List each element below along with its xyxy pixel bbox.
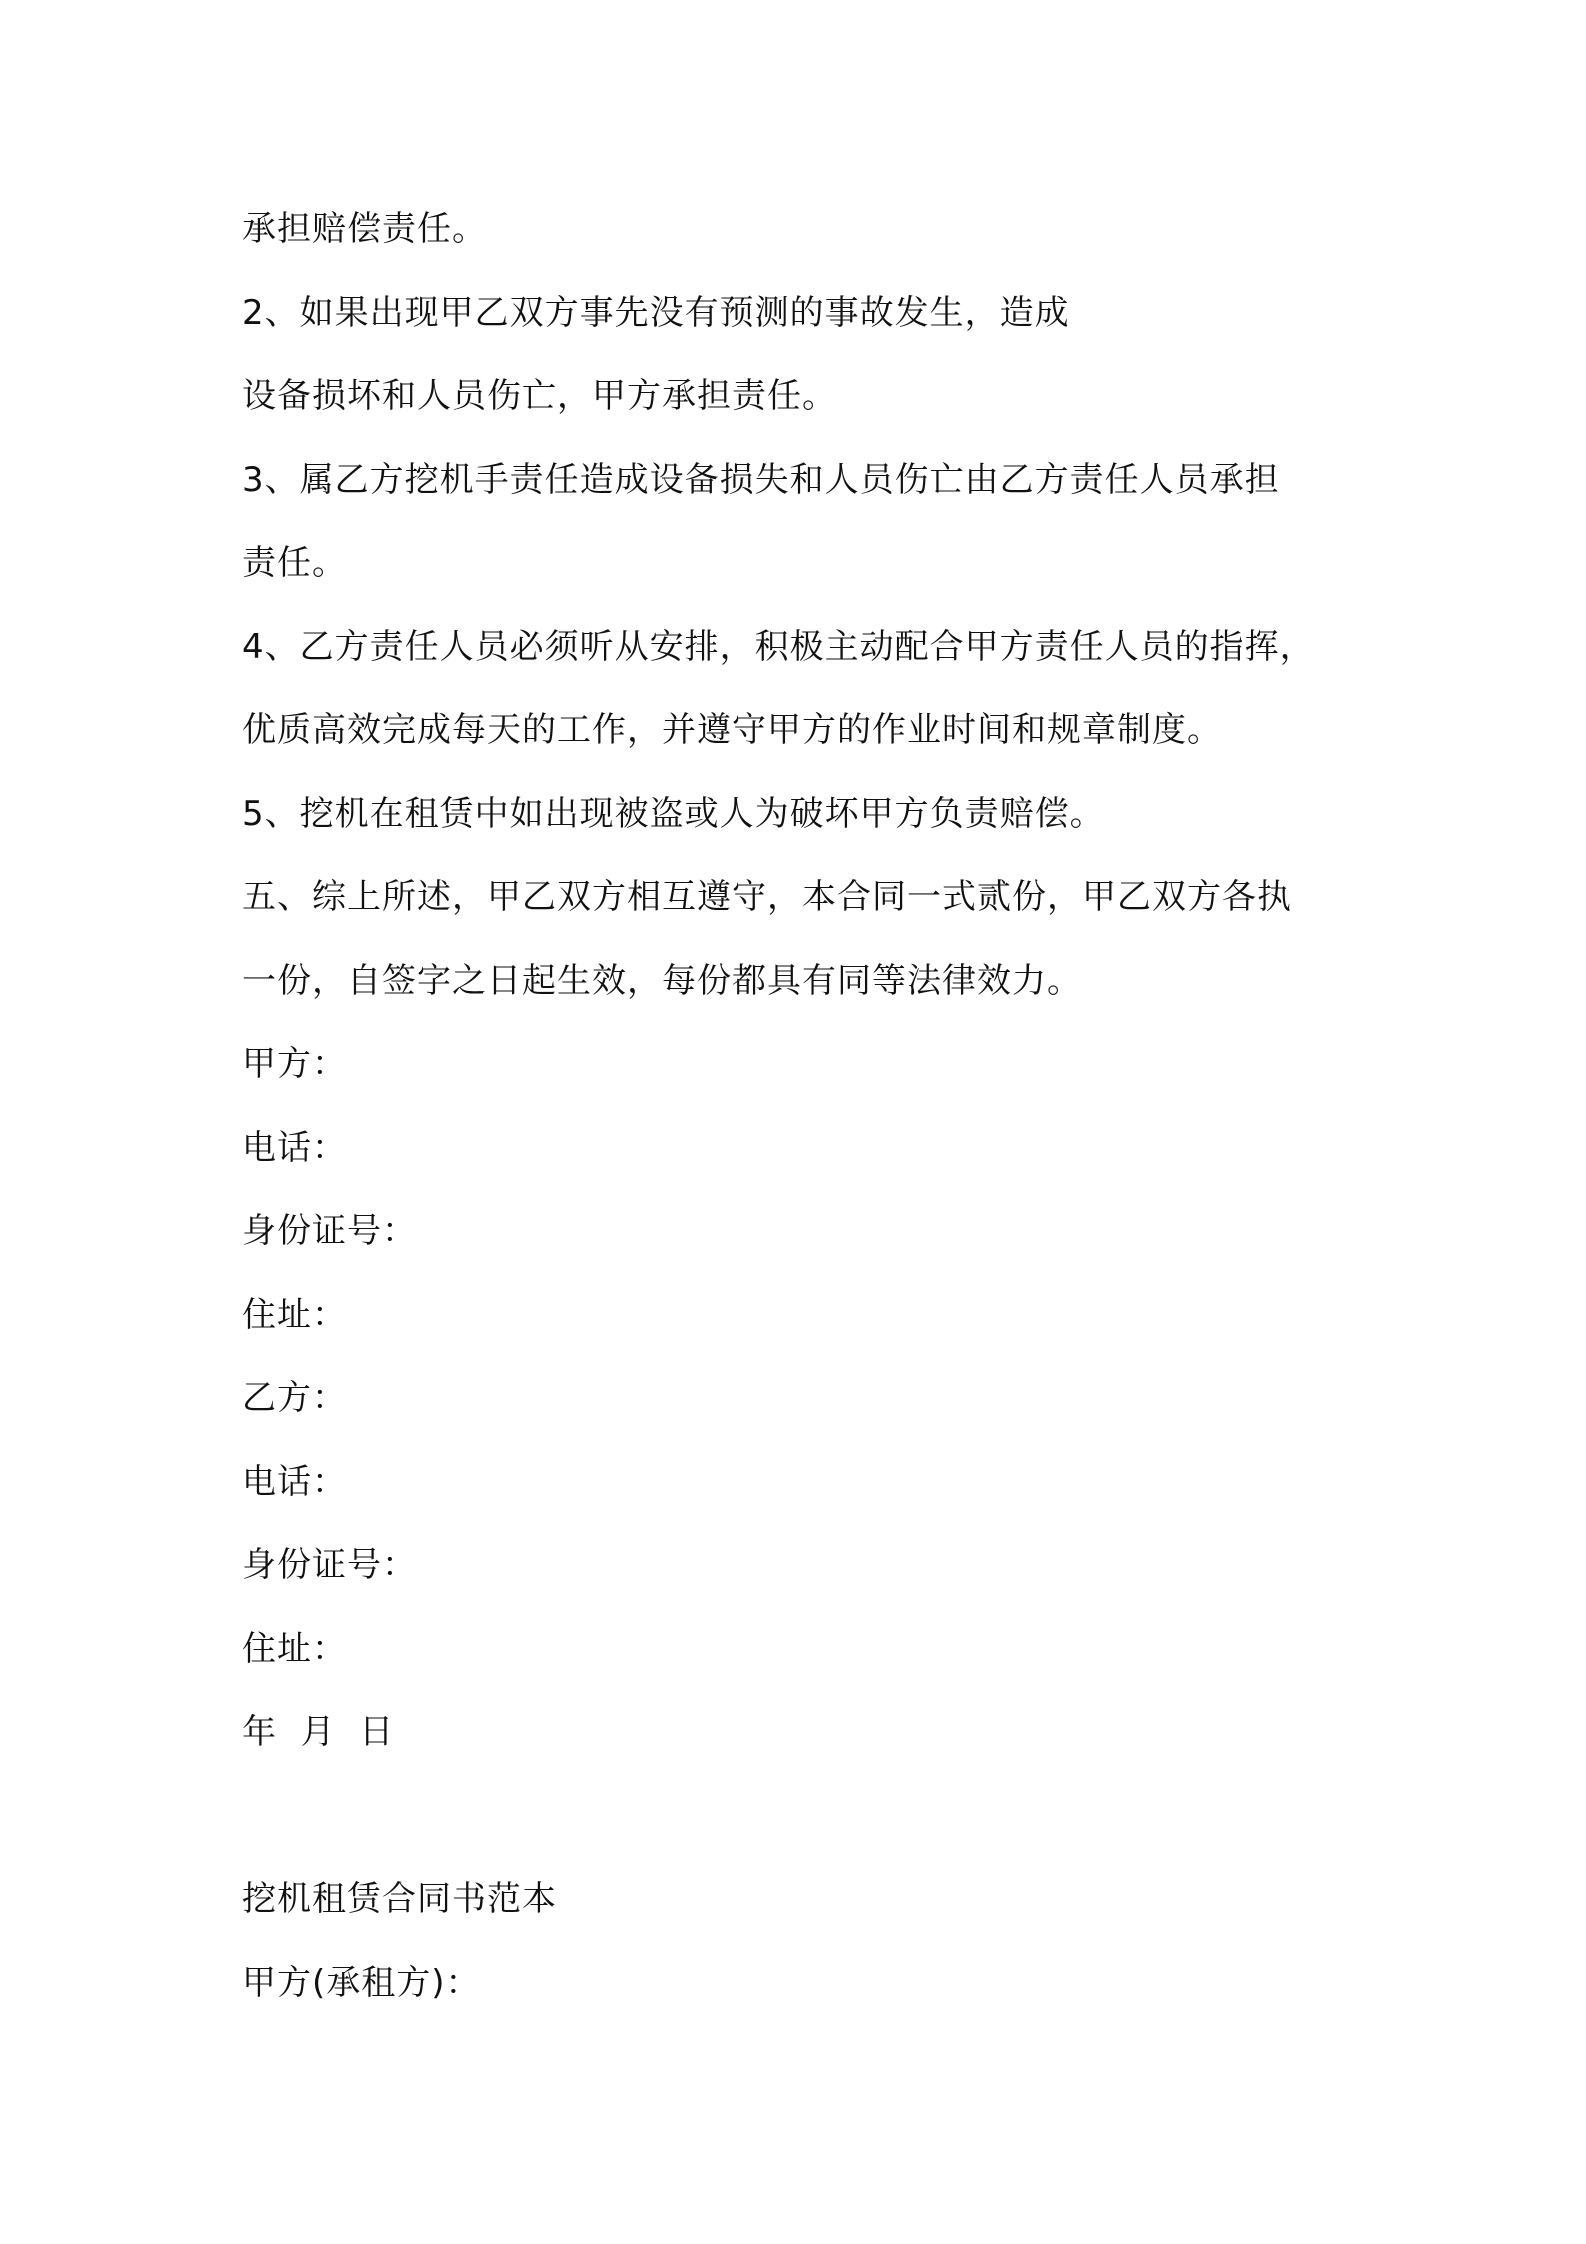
paragraph-line: 优质高效完成每天的工作，并遵守甲方的作业时间和规章制度。 — [242, 710, 1222, 750]
party-b-id-label: 身份证号： — [242, 1545, 417, 1585]
section-5-line: 五、综上所述，甲乙双方相互遵守，本合同一式贰份，甲乙双方各执 — [242, 877, 1292, 917]
clause-5-line: 5、挖机在租赁中如出现被盗或人为破坏甲方负责赔偿。 — [242, 794, 1105, 834]
party-a-phone-label: 电话： — [242, 1128, 347, 1168]
party-b-address-label: 住址： — [242, 1629, 347, 1669]
party-b-phone-label: 电话： — [242, 1462, 347, 1502]
next-party-a-label: 甲方(承租方)： — [242, 1963, 481, 2003]
party-a-id-label: 身份证号： — [242, 1211, 417, 1251]
paragraph-line: 承担赔偿责任。 — [242, 209, 487, 249]
next-document-title: 挖机租赁合同书范本 — [242, 1879, 557, 1919]
clause-2-line: 2、如果出现甲乙双方事先没有预测的事故发生，造成 — [242, 293, 1070, 333]
date-line: 年 月 日 — [242, 1712, 395, 1752]
party-b-label: 乙方： — [242, 1378, 347, 1418]
party-a-label: 甲方： — [242, 1044, 347, 1084]
clause-3-line: 3、属乙方挖机手责任造成设备损失和人员伤亡由乙方责任人员承担 — [242, 460, 1280, 500]
paragraph-line: 责任。 — [242, 543, 347, 583]
clause-4-line: 4、乙方责任人员必须听从安排，积极主动配合甲方责任人员的指挥， — [242, 627, 1315, 667]
paragraph-line: 一份，自签字之日起生效，每份都具有同等法律效力。 — [242, 961, 1082, 1001]
paragraph-line: 设备损坏和人员伤亡，甲方承担责任。 — [242, 376, 837, 416]
party-a-address-label: 住址： — [242, 1295, 347, 1335]
